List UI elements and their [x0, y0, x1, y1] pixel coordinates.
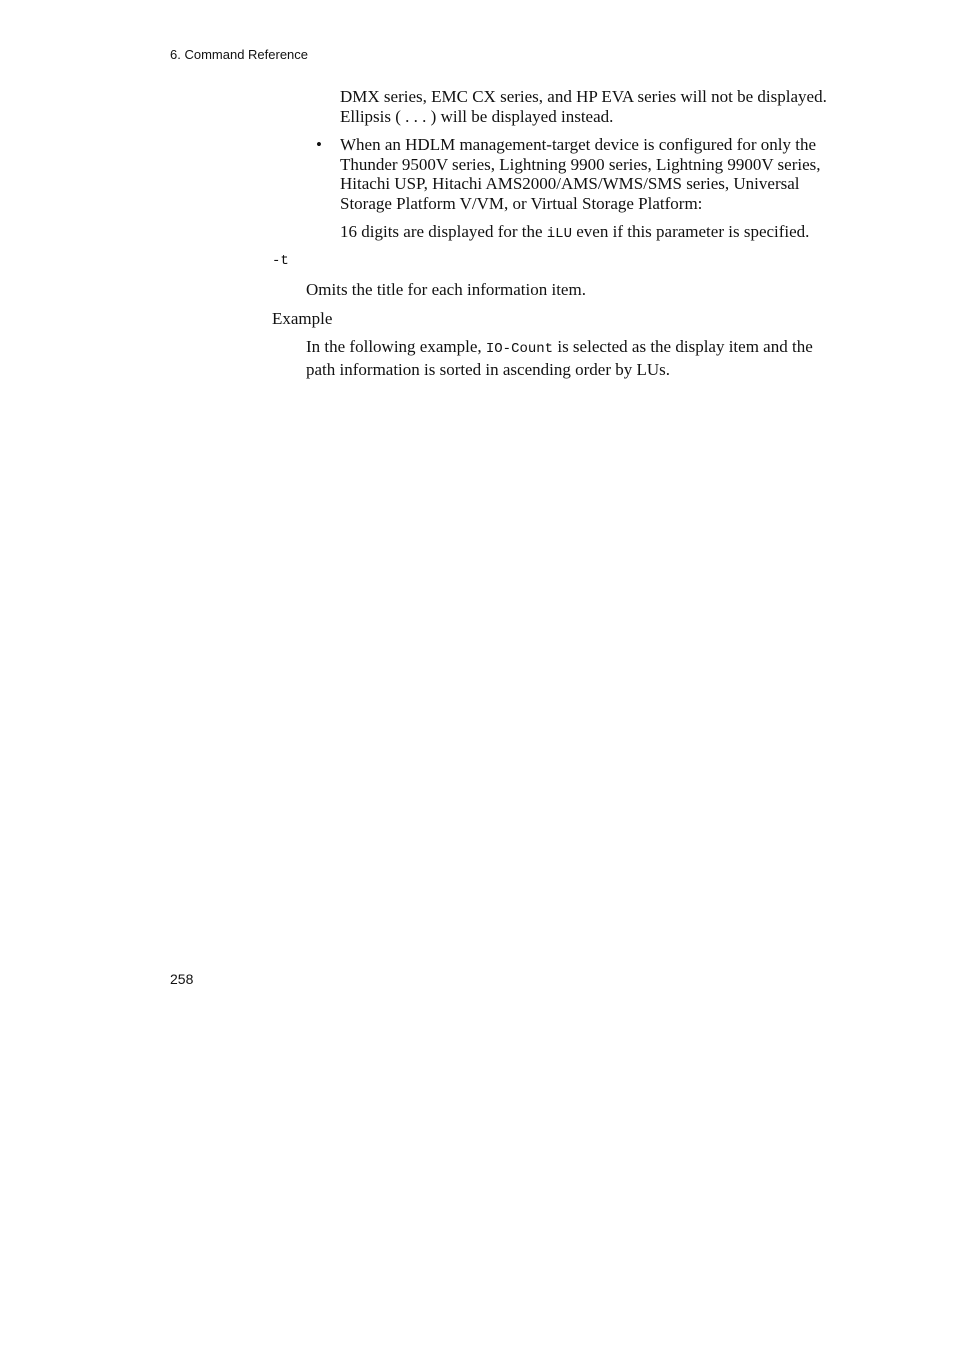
ilu-code: iLU: [546, 226, 572, 242]
continuation-line: Ellipsis ( . . . ) will be displayed instead.: [340, 106, 614, 126]
option-t-name: -t: [272, 253, 289, 269]
continuation-line: DMX series, EMC CX series, and HP EVA series will not be displayed.: [340, 87, 827, 106]
bullet-line: Thunder 9500V series, Lightning 9900 series, Lightning 9900V series,: [340, 154, 821, 174]
digits-note: [340, 222, 809, 245]
page-number: 258: [170, 971, 194, 987]
bullet-paragraph: [340, 135, 821, 213]
example-line: [306, 337, 813, 360]
continuation-paragraph: [340, 87, 827, 126]
example-paragraph: [306, 337, 813, 379]
digits-note-text: 16 digits are displayed for the: [340, 222, 547, 241]
example-text: In the following example,: [306, 337, 486, 356]
digits-note-text: even if this parameter is specified.: [572, 222, 810, 241]
example-line: path information is sorted in ascending order by LUs.: [306, 359, 671, 379]
example-text: is selected as the display item and the: [553, 337, 813, 356]
bullet-marker: •: [316, 135, 322, 154]
option-t-description: Omits the title for each information item.: [306, 280, 586, 299]
bullet-line: Storage Platform V/VM, or Virtual Storage Platform:: [340, 193, 703, 213]
io-count-code: IO-Count: [485, 341, 554, 357]
example-heading: Example: [272, 309, 333, 328]
running-header: 6. Command Reference: [170, 47, 309, 62]
bullet-line: Hitachi USP, Hitachi AMS2000/AMS/WMS/SMS series, Universal: [340, 174, 800, 193]
bullet-line: When an HDLM management-target device is configured for only the: [340, 135, 816, 154]
